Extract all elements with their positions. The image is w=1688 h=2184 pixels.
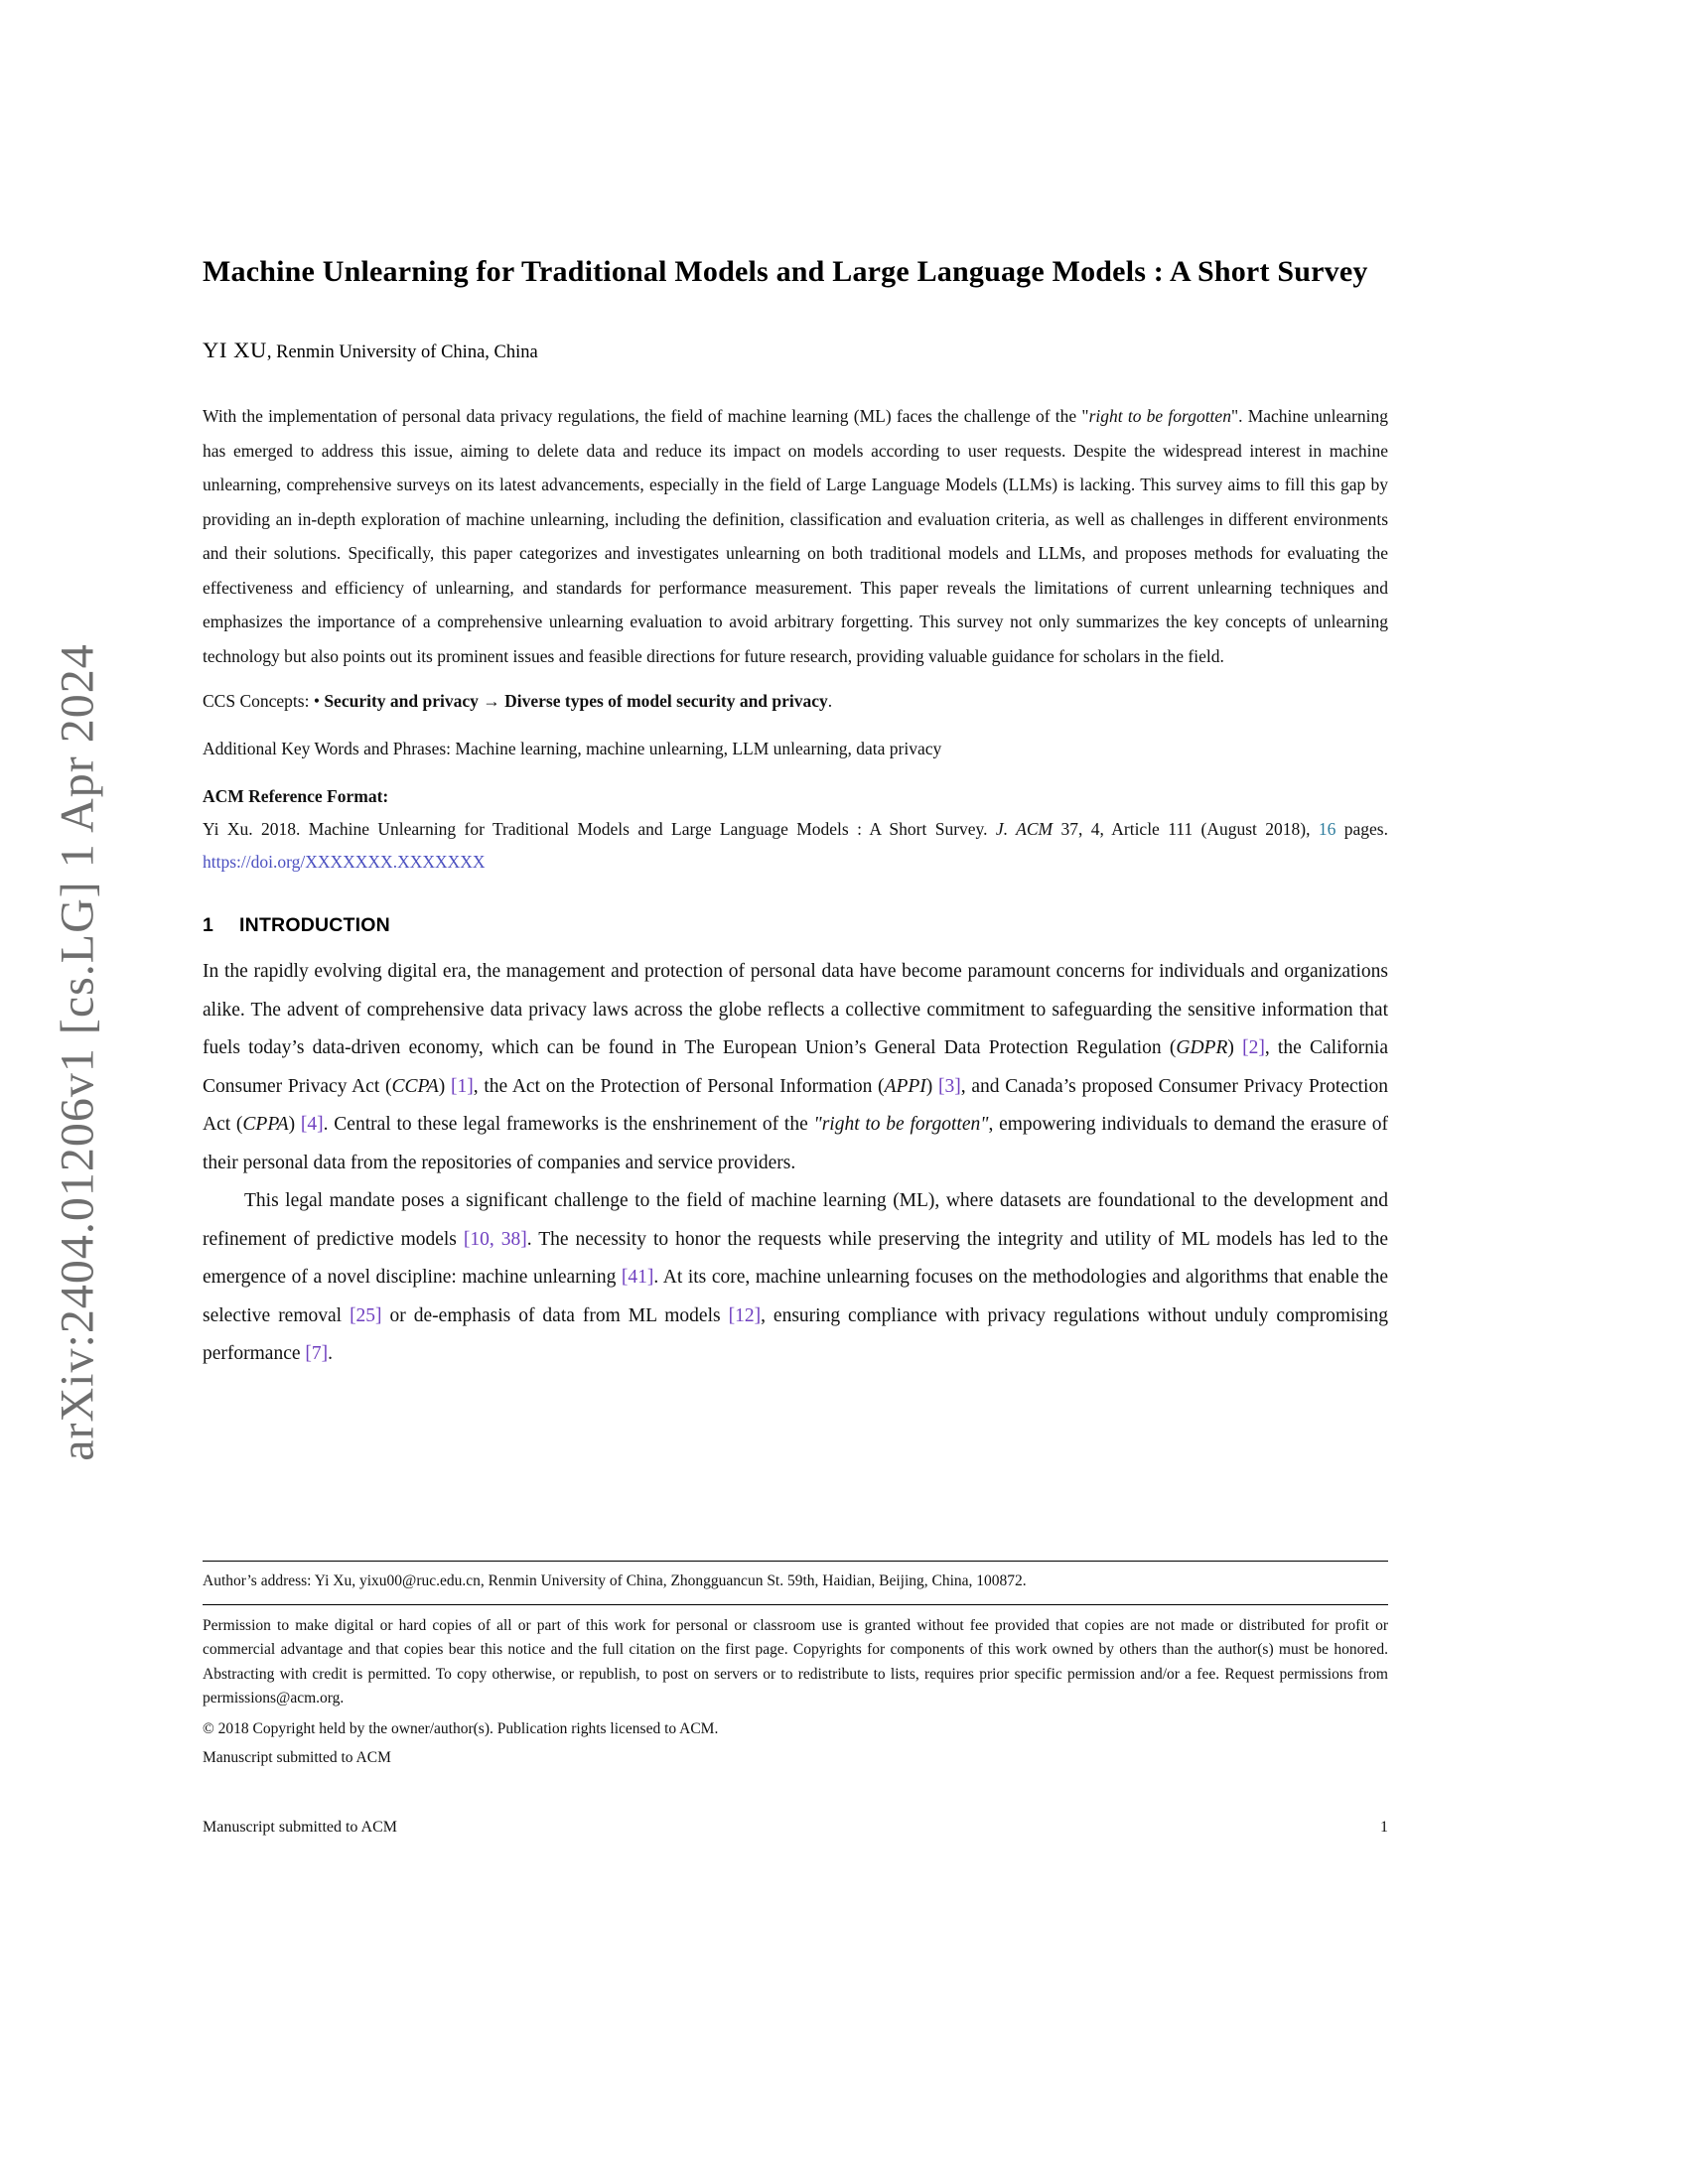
section-number: 1	[203, 914, 214, 936]
section-heading-introduction	[203, 914, 1388, 937]
text-italic: GDPR	[1176, 1037, 1228, 1058]
text-bold: Diverse types of model security and privacy	[504, 691, 828, 711]
citation-link-3[interactable]: [3]	[938, 1075, 961, 1097]
text-segment: or de-emphasis of data from ML models	[381, 1304, 729, 1326]
author-line	[203, 338, 1388, 363]
citation-link-4[interactable]: [4]	[300, 1114, 324, 1135]
author-affiliation: , Renmin University of China, China	[266, 342, 538, 362]
citation-link-25[interactable]: [25]	[350, 1304, 382, 1326]
text-segment: )	[288, 1114, 301, 1135]
paper-content	[203, 248, 1388, 1374]
authors-address: Author’s address: Yi Xu, yixu00@ruc.edu.cn, Renmin University of China, Zhongguancun St. 59th, Haidian, Beijing, China, 100872.	[203, 1572, 1027, 1589]
text-segment: . At its core, machine unlearning focuses on the methodologies and algorithms that enable the selective removal	[203, 1267, 1389, 1326]
text-italic: J. ACM	[995, 819, 1054, 839]
text-segment: . Central to these legal frameworks is the enshrinement of the	[323, 1114, 814, 1135]
page-number: 1	[1380, 1819, 1388, 1836]
citation-link-41[interactable]: [41]	[621, 1267, 654, 1288]
text-segment: , the Act on the Protection of Personal Information (	[473, 1075, 885, 1097]
text-italic: APPI	[884, 1075, 926, 1097]
citation-link-12[interactable]: [12]	[728, 1304, 762, 1326]
text-italic: CPPA	[242, 1114, 289, 1135]
text-segment: , ensuring compliance with privacy regulations without unduly compromising performance	[203, 1304, 1388, 1364]
text-segment: )	[438, 1075, 452, 1097]
citation-link-2[interactable]: [2]	[1242, 1037, 1265, 1058]
doi-link[interactable]: https://doi.org/XXXXXXX.XXXXXXX	[203, 852, 486, 872]
text-segment: .	[827, 691, 833, 711]
acm-reference-format-text	[203, 813, 1388, 879]
text-segment: , and Canada’s proposed Consumer Privacy Protection Act (	[203, 1075, 1388, 1135]
text-segment: →	[478, 691, 505, 711]
footnote-rule-top	[203, 1561, 1388, 1562]
text-segment: 37, 4, Article 111 (August 2018),	[1053, 819, 1319, 839]
footnote-block	[203, 1561, 1388, 1771]
text-segment: In the rapidly evolving digital era, the management and protection of personal data have become paramount concerns for individuals and organizations alike. The advent of comprehensive data privacy laws across the globe reflects a collective commitment to safeguarding the sensitive information that fuels today’s data-driven economy, which can be found in The European Union’s General Data Protection Regulation (	[203, 961, 1388, 1058]
section-title: INTRODUCTION	[239, 914, 390, 936]
text-segment: ". Machine unlearning has emerged to address this issue, aiming to delete data and reduce its impact on models according to user requests. Despite the widespread interest in machine unlearning, comprehensive surveys on its latest advancements, especially in the field of Large Language Models (LLMs) is lacking. This survey aims to fill this gap by providing an in-depth exploration of machine unlearning, including the definition, classification and evaluation criteria, as well as challenges in different environments and their solutions. Specifically, this paper categorizes and investigates unlearning on both traditional models and LLMs, and proposes methods for evaluating the effectiveness and efficiency of unlearning, and standards for performance measurement. This paper reveals the limitations of current unlearning techniques and emphasizes the importance of a comprehensive unlearning evaluation to avoid arbitrary forgetting. This survey not only summarizes the key concepts of unlearning technology but also points out its prominent issues and feasible directions for future research, providing valuable guidance for scholars in the field.	[203, 406, 1388, 666]
text-bold: Security and privacy	[324, 691, 479, 711]
text-italic: "right to be forgotten"	[813, 1114, 989, 1135]
text-segment: pages.	[1336, 819, 1388, 839]
intro-paragraph-2	[203, 1182, 1388, 1374]
citation-link-10-38[interactable]: [10, 38]	[463, 1228, 527, 1250]
page-footer	[203, 1819, 1388, 1837]
citation-link-1[interactable]: [1]	[451, 1075, 474, 1097]
page-count-link[interactable]: 16	[1318, 819, 1336, 839]
footnote-rule-bottom	[203, 1604, 1388, 1605]
text-segment: This legal mandate poses a significant challenge to the field of machine learning (ML), where datasets are foundational to the development and refinement of predictive models	[203, 1190, 1388, 1250]
text-segment: .	[328, 1343, 334, 1364]
author-name: YI XU	[203, 338, 267, 362]
copyright-notice: © 2018 Copyright held by the owner/author(s). Publication rights licensed to ACM.	[203, 1719, 719, 1737]
text-segment: CCS Concepts: •	[203, 691, 325, 711]
text-segment: . The necessity to honor the requests while preserving the integrity and utility of ML models has led to the emergence of a novel discipline: machine unlearning	[203, 1228, 1388, 1288]
text-segment: )	[925, 1075, 939, 1097]
manuscript-note: Manuscript submitted to ACM	[203, 1749, 391, 1766]
keywords: Additional Key Words and Phrases: Machine learning, machine unlearning, LLM unlearning, data privacy	[203, 738, 942, 758]
text-italic: right to be forgotten	[1088, 406, 1231, 426]
footer-manuscript-note: Manuscript submitted to ACM	[203, 1819, 397, 1836]
citation-link-7[interactable]: [7]	[305, 1343, 329, 1364]
text-segment: )	[1227, 1037, 1243, 1058]
text-segment: , empowering individuals to demand the erasure of their personal data from the repositories of companies and service providers.	[203, 1114, 1389, 1173]
text-segment: Yi Xu. 2018. Machine Unlearning for Traditional Models and Large Language Models : A Short Survey.	[203, 819, 996, 839]
ccs-concepts	[203, 684, 1388, 719]
paper-title: Machine Unlearning for Traditional Models and Large Language Models : A Short Survey	[203, 255, 1368, 288]
acm-reference-format-heading: ACM Reference Format:	[203, 786, 389, 806]
text-segment: , the California Consumer Privacy Act (	[203, 1037, 1388, 1097]
arxiv-stamp: arXiv:2404.01206v1 [cs.LG] 1 Apr 2024	[51, 643, 104, 1461]
text-italic: CCPA	[391, 1075, 439, 1097]
abstract-text	[203, 399, 1388, 673]
permission-notice: Permission to make digital or hard copies of all or part of this work for personal or classroom use is granted without fee provided that copies are not made or distributed for profit or commercial advantage and that copies bear this notice and the full citation on the first page. Copyrights for components of this work owned by others than the author(s) must be honored. Abstracting with credit is permitted. To copy otherwise, or republish, to post on servers or to redistribute to lists, requires prior specific permission and/or a fee. Request permissions from permissions@acm.org.	[203, 1616, 1388, 1706]
text-segment: With the implementation of personal data privacy regulations, the field of machine learning (ML) faces the challenge of the "	[203, 406, 1089, 426]
intro-paragraph-1	[203, 953, 1388, 1182]
